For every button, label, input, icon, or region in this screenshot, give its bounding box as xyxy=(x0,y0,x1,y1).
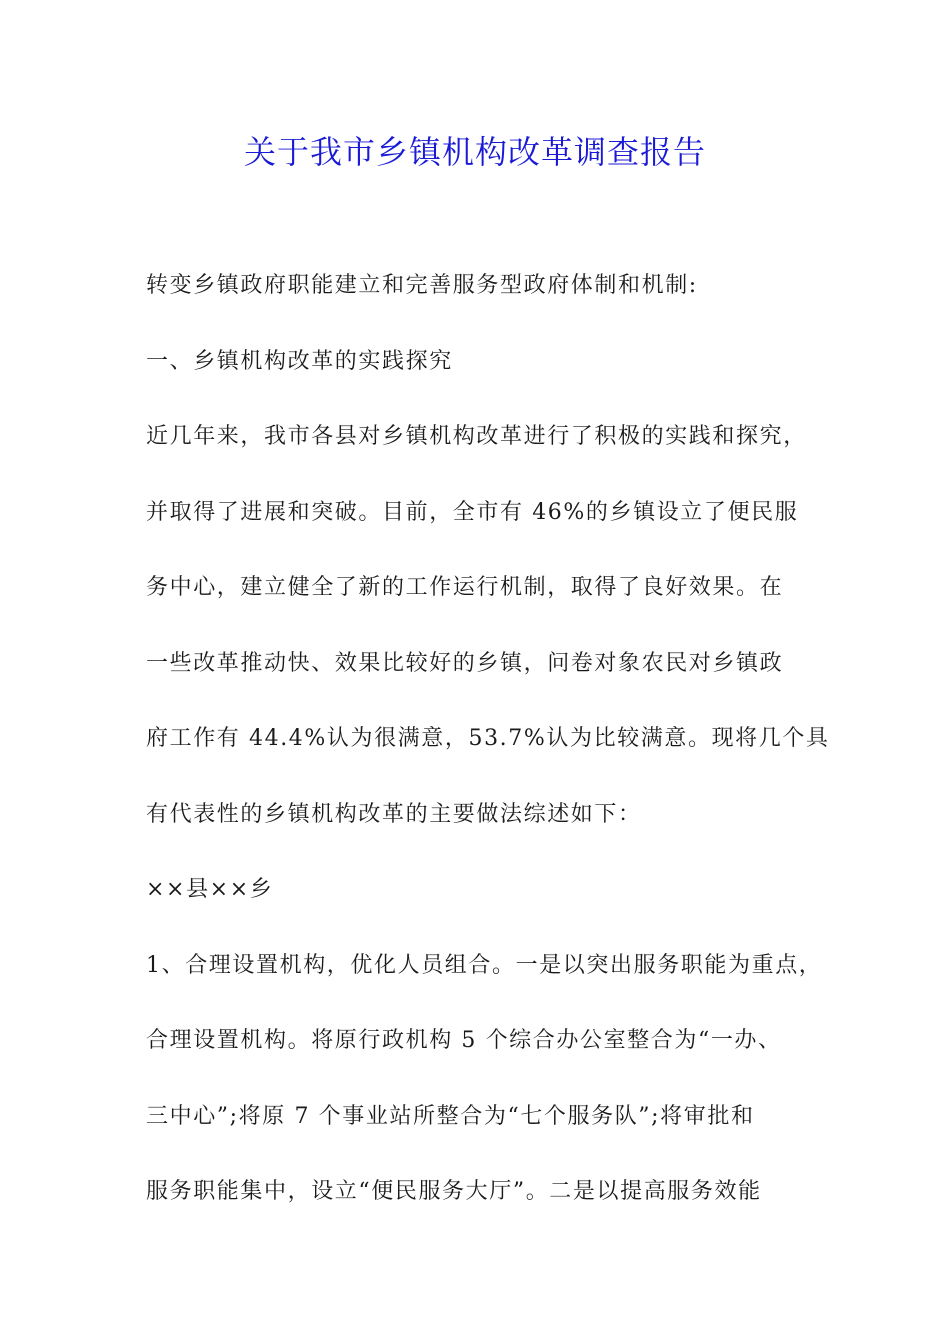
paragraph-line-10: 1、合理设置机构，优化人员组合。一是以突出服务职能为重点， xyxy=(146,952,823,978)
document-body xyxy=(146,264,830,1246)
paragraph-line-13: 服务职能集中，设立“便民服务大厅”。二是以提高服务效能 xyxy=(146,1179,762,1204)
paragraph-line-4: 并取得了进展和突破。目前，全市有 46%的乡镇设立了便民服 xyxy=(146,499,799,525)
section-heading: 一、乡镇机构改革的实践探究 xyxy=(146,348,453,374)
paragraph-line-6: 一些改革推动快、效果比较好的乡镇，问卷对象农民对乡镇政 xyxy=(146,650,784,676)
document-title: 关于我市乡镇机构改革调查报告 xyxy=(243,133,706,171)
subsection-heading: ××县××乡 xyxy=(146,877,274,902)
paragraph-line-7: 府工作有 44.4%认为很满意，53.7%认为比较满意。现将几个具 xyxy=(146,726,830,751)
paragraph-line-3: 近几年来，我市各县对乡镇机构改革进行了积极的实践和探究， xyxy=(146,424,807,449)
paragraph-line-11: 合理设置机构。将原行政机构 5 个综合办公室整合为“一办、 xyxy=(146,1028,782,1053)
paragraph-line-1: 转变乡镇政府职能建立和完善服务型政府体制和机制: xyxy=(146,273,698,298)
paragraph-line-12: 三中心”;将原 7 个事业站所整合为“七个服务队”;将审批和 xyxy=(146,1103,755,1129)
paragraph-line-5: 务中心，建立健全了新的工作运行机制，取得了良好效果。在 xyxy=(146,575,784,600)
paragraph-line-8: 有代表性的乡镇机构改革的主要做法综述如下： xyxy=(146,801,642,827)
